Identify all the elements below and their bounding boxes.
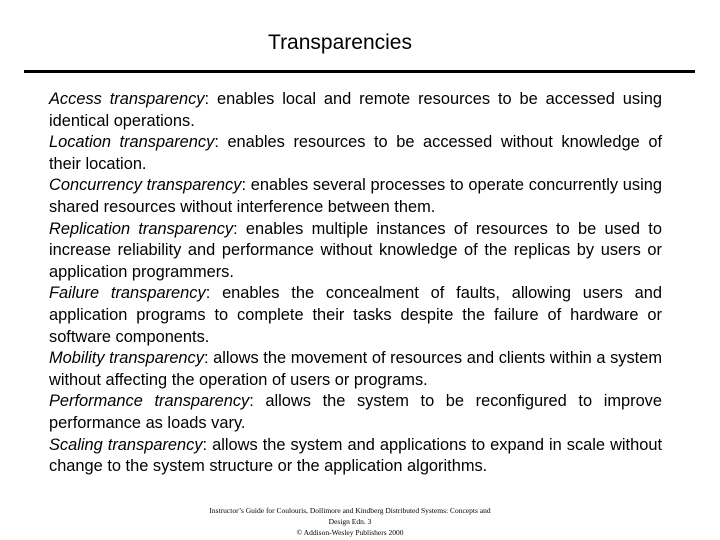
entry-failure: [49, 283, 662, 348]
entry-term: Concurrency transparency: [49, 176, 242, 195]
entry-term: Access transparency: [49, 90, 205, 108]
entry-concurrency: [49, 175, 662, 218]
entry-term: Performance transparency: [49, 392, 250, 411]
entry-scaling: [49, 435, 662, 478]
entry-access: [49, 89, 662, 132]
entry-mobility: [49, 348, 662, 391]
entry-description: : enables local and remote resources to be accessed using identical operations.: [49, 90, 662, 130]
footer-copyright: © Addison-Wesley Publishers 2000: [296, 528, 404, 537]
entry-location: [49, 132, 662, 175]
slide-footer: [200, 505, 500, 538]
entry-description: : enables the concealment of faults, allowing users and application programs to complete their tasks despite the failure of hardware or software components.: [49, 284, 663, 346]
entry-description: : allows the system and applications to expand in scale without change to the system structure or the application algorithms.: [49, 435, 663, 476]
slide-title: Transparencies: [268, 31, 412, 54]
entry-description: : enables resources to be accessed without knowledge of their location.: [49, 133, 663, 173]
entry-term: Location transparency: [49, 133, 215, 152]
entry-term: Scaling transparency: [49, 435, 203, 454]
entry-performance: [49, 391, 662, 434]
entry-term: Mobility transparency: [49, 349, 204, 368]
entry-description: : allows the system to be reconfigured to improve performance as loads vary.: [49, 392, 662, 432]
entry-term: Replication transparency: [49, 219, 234, 238]
footer-citation: Instructor’s Guide for Coulouris, Dollimore and Kindberg Distributed Systems: Concepts and Design Edn. 3: [209, 506, 491, 526]
title-divider: [24, 70, 695, 73]
entry-term: Failure transparency: [49, 284, 206, 303]
entry-replication: [49, 219, 662, 284]
entry-description: : enables several processes to operate concurrently using shared resources without interference between them.: [49, 176, 662, 216]
transparency-list: [49, 89, 662, 478]
entry-description: : allows the movement of resources and clients within a system without affecting the operation of users or programs.: [49, 349, 662, 389]
entry-description: : enables multiple instances of resources to be used to increase reliability and performance without knowledge of the replicas by users or application programmers.: [49, 219, 662, 281]
